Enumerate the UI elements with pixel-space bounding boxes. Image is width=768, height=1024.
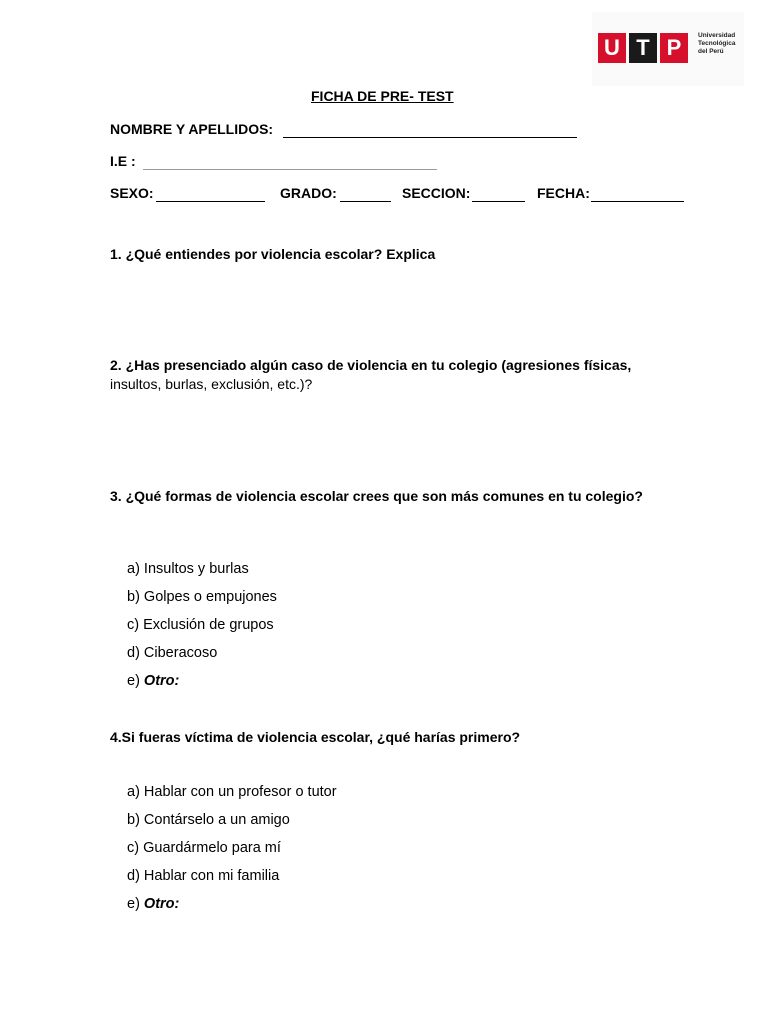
- q3-option-a: a) Insultos y burlas: [127, 561, 249, 577]
- seccion-label: SECCION:: [402, 185, 471, 201]
- sexo-label: SEXO:: [110, 185, 154, 201]
- grado-field[interactable]: [340, 201, 391, 202]
- utp-logo: [592, 12, 744, 86]
- q3-option-d: d) Ciberacoso: [127, 645, 218, 661]
- logo-mark: [598, 33, 691, 63]
- question-2-bold: 2. ¿Has presenciado algún caso de violencia en tu colegio (agresiones físicas,: [110, 357, 632, 373]
- sexo-field[interactable]: [156, 201, 265, 202]
- q4-option-c: c) Guardármelo para mí: [127, 840, 281, 856]
- q4-option-e-prefix: e): [127, 896, 144, 912]
- logo-text-line-1: Universidad: [698, 32, 736, 39]
- logo-text-line-2: Tecnológica: [698, 40, 736, 47]
- question-4: 4.Si fueras víctima de violencia escolar, ¿qué harías primero?: [110, 729, 521, 745]
- fecha-field[interactable]: [591, 201, 684, 202]
- logo-text-line-3: del Perú: [698, 48, 724, 55]
- q3-option-c: c) Exclusión de grupos: [127, 617, 274, 633]
- name-field[interactable]: [283, 137, 577, 138]
- ie-label: I.E :: [110, 153, 136, 169]
- question-1: 1. ¿Qué entiendes por violencia escolar? Explica: [110, 246, 436, 262]
- q4-option-d: d) Hablar con mi familia: [127, 868, 280, 884]
- q3-option-b: b) Golpes o empujones: [127, 589, 277, 605]
- q3-option-e-prefix: e): [127, 673, 144, 689]
- question-2-normal: insultos, burlas, exclusión, etc.)?: [110, 376, 313, 392]
- logo-letter-u: U: [598, 33, 626, 63]
- logo-letter-t: T: [629, 33, 657, 63]
- question-3: 3. ¿Qué formas de violencia escolar crees que son más comunes en tu colegio?: [110, 488, 643, 504]
- q3-option-e: [127, 673, 179, 689]
- q4-option-b: b) Contárselo a un amigo: [127, 812, 290, 828]
- grado-label: GRADO:: [280, 185, 337, 201]
- ie-field[interactable]: [143, 169, 437, 170]
- question-2: [110, 356, 650, 394]
- logo-letter-p: P: [660, 33, 688, 63]
- q3-option-e-label: Otro:: [143, 673, 180, 689]
- q4-option-e: [127, 896, 179, 912]
- fecha-label: FECHA:: [537, 185, 590, 201]
- logo-text: [698, 32, 735, 56]
- name-label: NOMBRE Y APELLIDOS:: [110, 121, 274, 137]
- q4-option-a: a) Hablar con un profesor o tutor: [127, 784, 337, 800]
- page-title: FICHA DE PRE- TEST: [311, 88, 454, 104]
- seccion-field[interactable]: [472, 201, 525, 202]
- q4-option-e-label: Otro:: [143, 896, 180, 912]
